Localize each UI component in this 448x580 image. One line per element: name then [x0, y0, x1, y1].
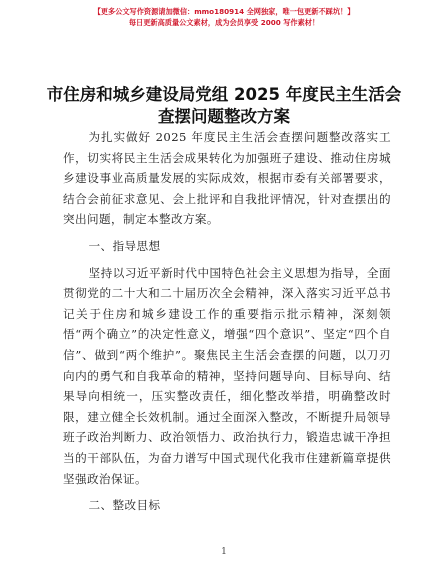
section-heading-rectification-goals: 二、整改目标: [88, 498, 161, 513]
document-title: [0, 84, 448, 128]
section-heading-guiding-ideology: 一、指导思想: [88, 238, 161, 253]
promo-banner-line-1: 【更多公文写作资源请加微信：mmo180914 全网独家，唯一包更新不踩坑！】: [93, 7, 355, 16]
page-number: 1: [221, 547, 227, 557]
document-title-line-2: 查摆问题整改方案: [158, 107, 290, 126]
document-body: [63, 127, 391, 522]
promo-banner: [0, 6, 448, 28]
guiding-ideology-paragraph: 坚持以习近平新时代中国特色社会主义思想为指导，全面贯彻党的二十大和二十届历次全会精神，深入落实习近平总书记关于住房和城乡建设工作的重要指示批示精神，深刻领悟“两个确立”的决定性意义，增强“四个意识”、坚定“四个自信”、做到“两个维护”。聚焦民主生活会查摆的问题，以刀刃向内的勇气和自我革命的精神，坚持问题导向、目标导向、结果导向相统一，压实整改责任，细化整改举措，明确整改时限，建立健全长效机制。通过全面深入整改，不断提升局领导班子政治判断力、政治领悟力、政治执行力，锻造忠诚干净担当的干部队伍，为奋力谱写中国式现代化我市住建新篇章提供坚强政治保证。: [63, 265, 391, 486]
intro-paragraph: 为扎实做好 2025 年度民主生活会查摆问题整改落实工作，切实将民主生活会成果转化为加强班子建设、推动住房城乡建设事业高质量发展的实际成效，根据市委有关部署要求，结合会前征求意见、会上批评和自我批评情况，针对查摆出的突出问题，制定本整改方案。: [63, 130, 391, 227]
document-title-line-1: 市住房和城乡建设局党组 2025 年度民主生活会: [46, 85, 402, 104]
promo-banner-line-2: 每日更新高质量公文素材，成为会员享受 2000 写作素材！: [128, 18, 320, 27]
